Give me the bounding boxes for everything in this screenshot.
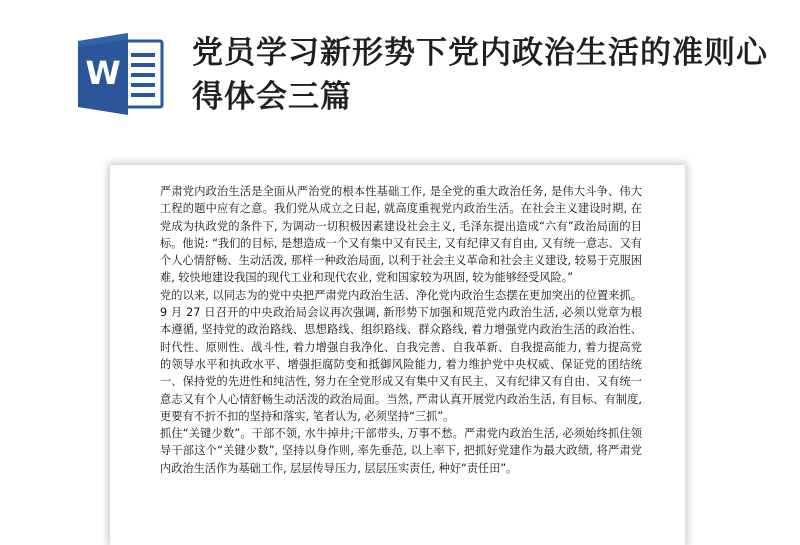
word-document-icon [76,31,166,117]
word-icon-letter: W [85,54,121,92]
document-header [0,0,800,160]
document-body [160,183,642,477]
body-paragraph-2: 党的以来, 以同志为的党中央把严肃党内政治生活、净化党内政治生态摆在更加突出的位置来抓。9 月 27 日召开的中央政治局会议再次强调, 新形势下加强和规范党内政治生活, 必须以党章为根本遵循, 坚持党的政治路线、思想路线、组织路线、群众路线, 着力增强党内政治生活的政治性、时代性、原则性、战斗性, 着力增强自我净化、自我完善、自我革新、自我提高能力, 着力提高党的领导水平和执政水平、增强拒腐防变和抵御风险能力, 着力维护党中央权威、保证党的团结统一、保持党的先进性和纯洁性, 努力在全党形成又有集中又有民主、又有纪律又有自由、又有统一意志又有个人心情舒畅生动活泼的政治局面。当然, 严肃认真开展党内政治生活, 有目标、有制度, 更要有不折不扣的坚持和落实, 笔者认为, 必须坚持“三抓”。 [160,288,642,423]
body-paragraph-1: 严肃党内政治生活是全面从严治党的根本性基础工作, 是全党的重大政治任务, 是伟大斗争、伟大工程的题中应有之意。我们党从成立之日起, 就高度重视党内政治生活。在社会主义建设时期, 在党成为执政党的条件下, 为调动一切积极因素建设社会主义, 毛泽东提出造成“六有”政治局面的目标。他说: “我们的目标, 是想造成一个又有集中又有民主, 又有纪律又有自由, 又有统一意志、又有个人心情舒畅、生动活泼, 那样一种政治局面, 以利于社会主义革命和社会主义建设, 较易于克服困难, 较快地建设我国的现代工业和现代农业, 党和国家较为巩固, 较为能够经受风险。” [160,185,642,285]
body-paragraph-3: 抓住“关键少数”。干部不领, 水牛掉井;干部带头, 万事不愁。严肃党内政治生活, 必须始终抓住领导干部这个“关键少数”, 坚持以身作则, 率先垂范, 以上率下, 把抓好党建作为最大政绩, 将严肃党内政治生活作为基础工作, 层层传导压力, 层层压实责任, 种好“责任田”。 [160,427,642,475]
document-title: 党员学习新形势下党内政治生活的准则心得体会三篇 [192,35,768,115]
